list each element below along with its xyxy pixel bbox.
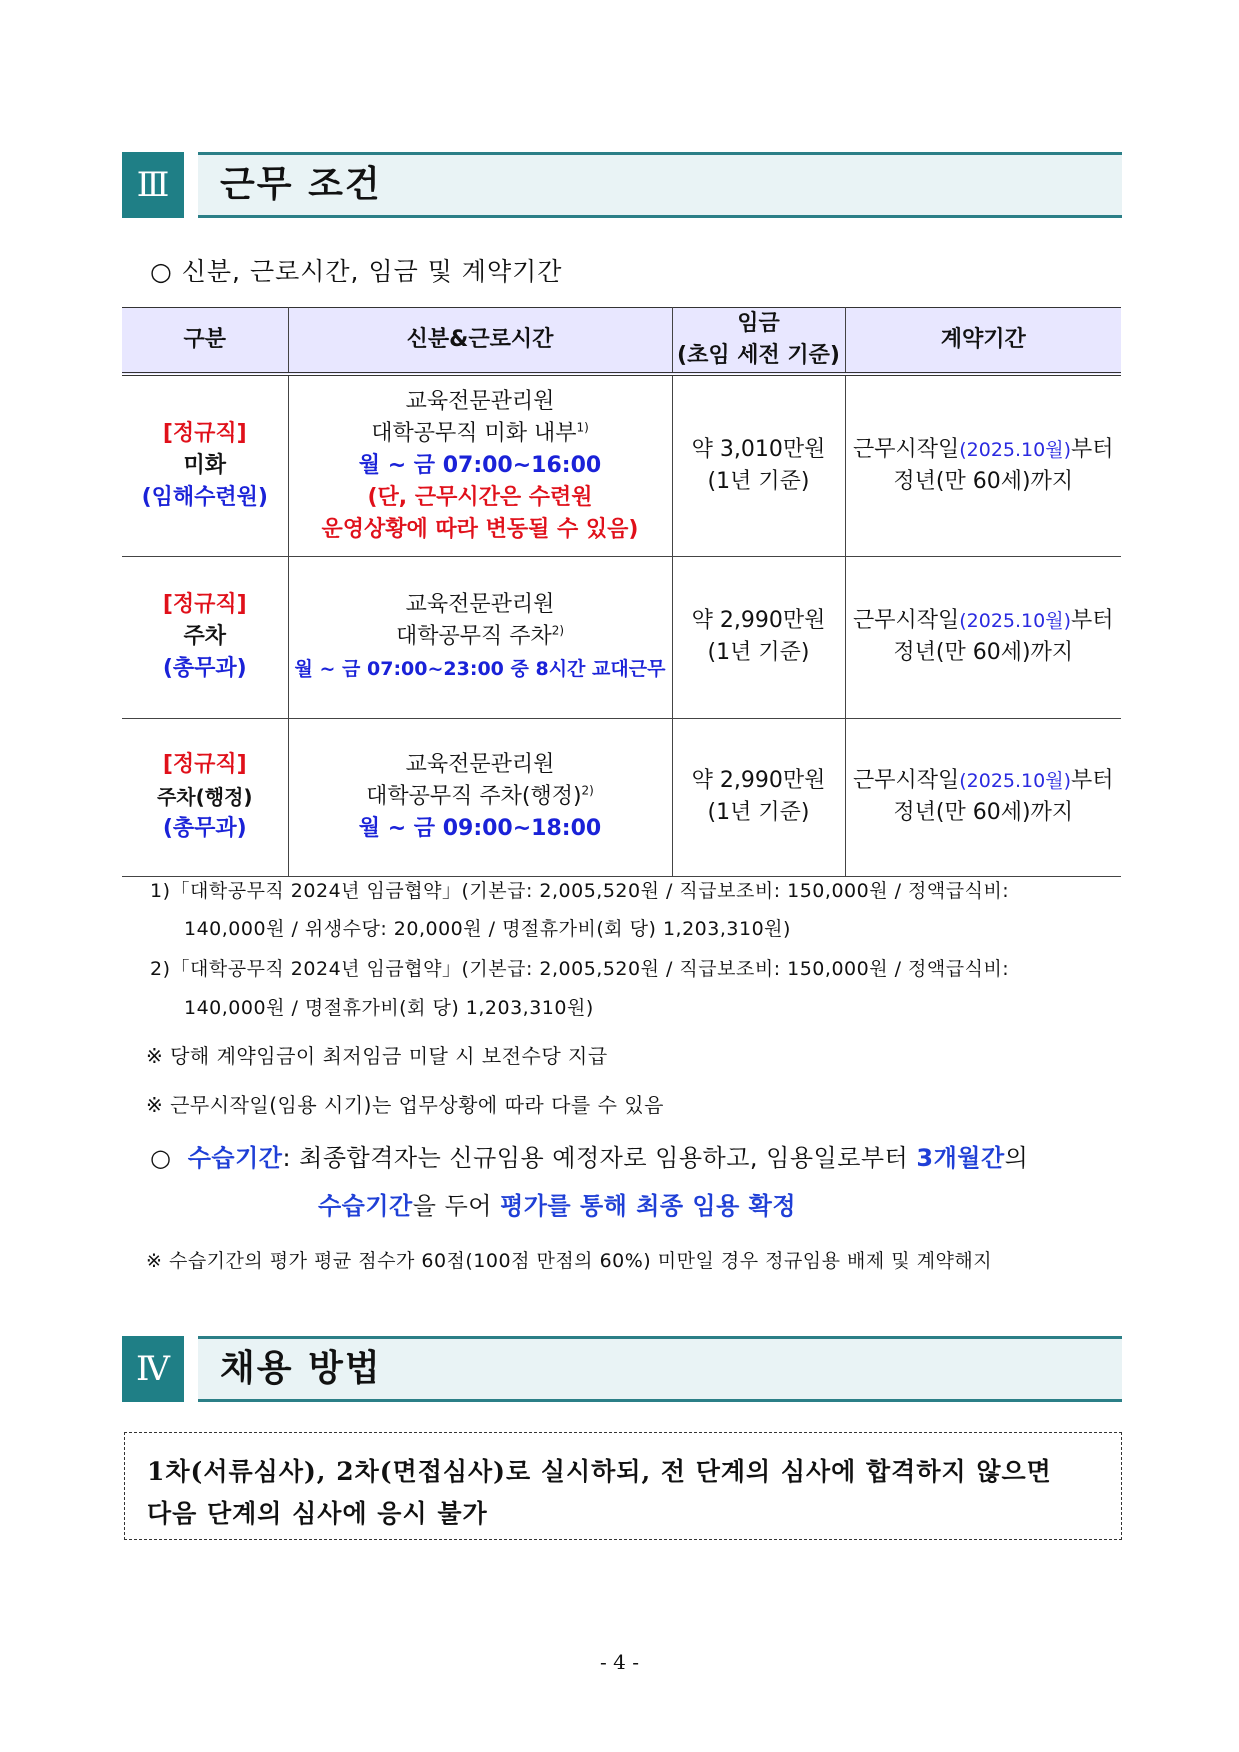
section-number: Ⅲ	[122, 152, 184, 218]
conditions-table	[122, 307, 1121, 877]
probation-line2: 수습기간을 두어 평가를 통해 최종 임용 확정	[318, 1192, 797, 1220]
cell-wage: 약 3,010만원 (1년 기준)	[672, 374, 845, 556]
header-status-hours: 신분&근로시간	[288, 308, 672, 375]
note-start-date: ※ 근무시작일(임용 시기)는 업무상황에 따라 다를 수 있음	[146, 1093, 664, 1117]
cell-status-hours: 교육전문관리원 대학공무직 주차(행정)$^{2)}$ 월 ~ 금 09:00~18:00	[288, 718, 672, 876]
header-category: 구분	[122, 308, 288, 375]
cell-contract-period: 근무시작일(2025.10월)부터 정년(만 60세)까지	[845, 718, 1121, 876]
table-header-row	[122, 308, 1121, 375]
section-title-bar	[198, 152, 1122, 218]
section-title: 채용 방법	[220, 1348, 382, 1389]
header-contract-period: 계약기간	[845, 308, 1121, 375]
section-header-3	[122, 152, 1122, 218]
section-number: Ⅳ	[122, 1336, 184, 1402]
bullet-conditions: ○ 신분, 근로시간, 임금 및 계약기간	[150, 257, 563, 286]
header-wage: 임금 (초임 세전 기준)	[672, 308, 845, 375]
cell-wage: 약 2,990만원 (1년 기준)	[672, 718, 845, 876]
section-title-bar	[198, 1336, 1122, 1402]
page-number: - 4 -	[600, 1650, 639, 1674]
cell-contract-period: 근무시작일(2025.10월)부터 정년(만 60세)까지	[845, 374, 1121, 556]
footnote-1-line2: 140,000원 / 위생수당: 20,000원 / 명절휴가비(회 당) 1,203,310원)	[184, 918, 791, 940]
method-line2: 다음 단계의 심사에 응시 불가	[147, 1499, 488, 1528]
table-row	[122, 718, 1121, 876]
section-title: 근무 조건	[220, 164, 382, 205]
cell-status-hours: 교육전문관리원 대학공무직 주차$^{2)}$ 월 ~ 금 07:00~23:00 중 8시간 교대근무	[288, 556, 672, 718]
note-minimum-wage: ※ 당해 계약임금이 최저임금 미달 시 보전수당 지급	[146, 1044, 608, 1068]
cell-category: [정규직] 주차 (총무과)	[122, 556, 288, 718]
method-line1: 1차(서류심사), 2차(면접심사)로 실시하되, 전 단계의 심사에 합격하지 않으면	[147, 1457, 1052, 1486]
note-probation: ※ 수습기간의 평가 평균 점수가 60점(100점 만점의 60%) 미만일 경우 정규임용 배제 및 계약해지	[146, 1250, 993, 1272]
table-row	[122, 374, 1121, 556]
cell-contract-period: 근무시작일(2025.10월)부터 정년(만 60세)까지	[845, 556, 1121, 718]
cell-category: [정규직] 주차(행정) (총무과)	[122, 718, 288, 876]
footnote-1-line1: 1)「대학공무직 2024년 임금협약」(기본급: 2,005,520원 / 직급보조비: 150,000원 / 정액급식비:	[150, 880, 1010, 902]
table-row	[122, 556, 1121, 718]
section-header-4	[122, 1336, 1122, 1402]
recruitment-method-box	[124, 1432, 1122, 1540]
probation-line1: ○ 수습기간: 최종합격자는 신규임용 예정자로 임용하고, 임용일로부터 3개월간의	[150, 1144, 1029, 1172]
cell-wage: 약 2,990만원 (1년 기준)	[672, 556, 845, 718]
cell-category: [정규직] 미화 (임해수련원)	[122, 374, 288, 556]
footnote-2-line1: 2)「대학공무직 2024년 임금협약」(기본급: 2,005,520원 / 직급보조비: 150,000원 / 정액급식비:	[150, 958, 1010, 980]
cell-status-hours: 교육전문관리원 대학공무직 미화 내부$^{1)}$ 월 ~ 금 07:00~16:00 (단, 근무시간은 수련원 운영상황에 따라 변동될 수 있음)	[288, 374, 672, 556]
footnote-2-line2: 140,000원 / 명절휴가비(회 당) 1,203,310원)	[184, 997, 594, 1019]
